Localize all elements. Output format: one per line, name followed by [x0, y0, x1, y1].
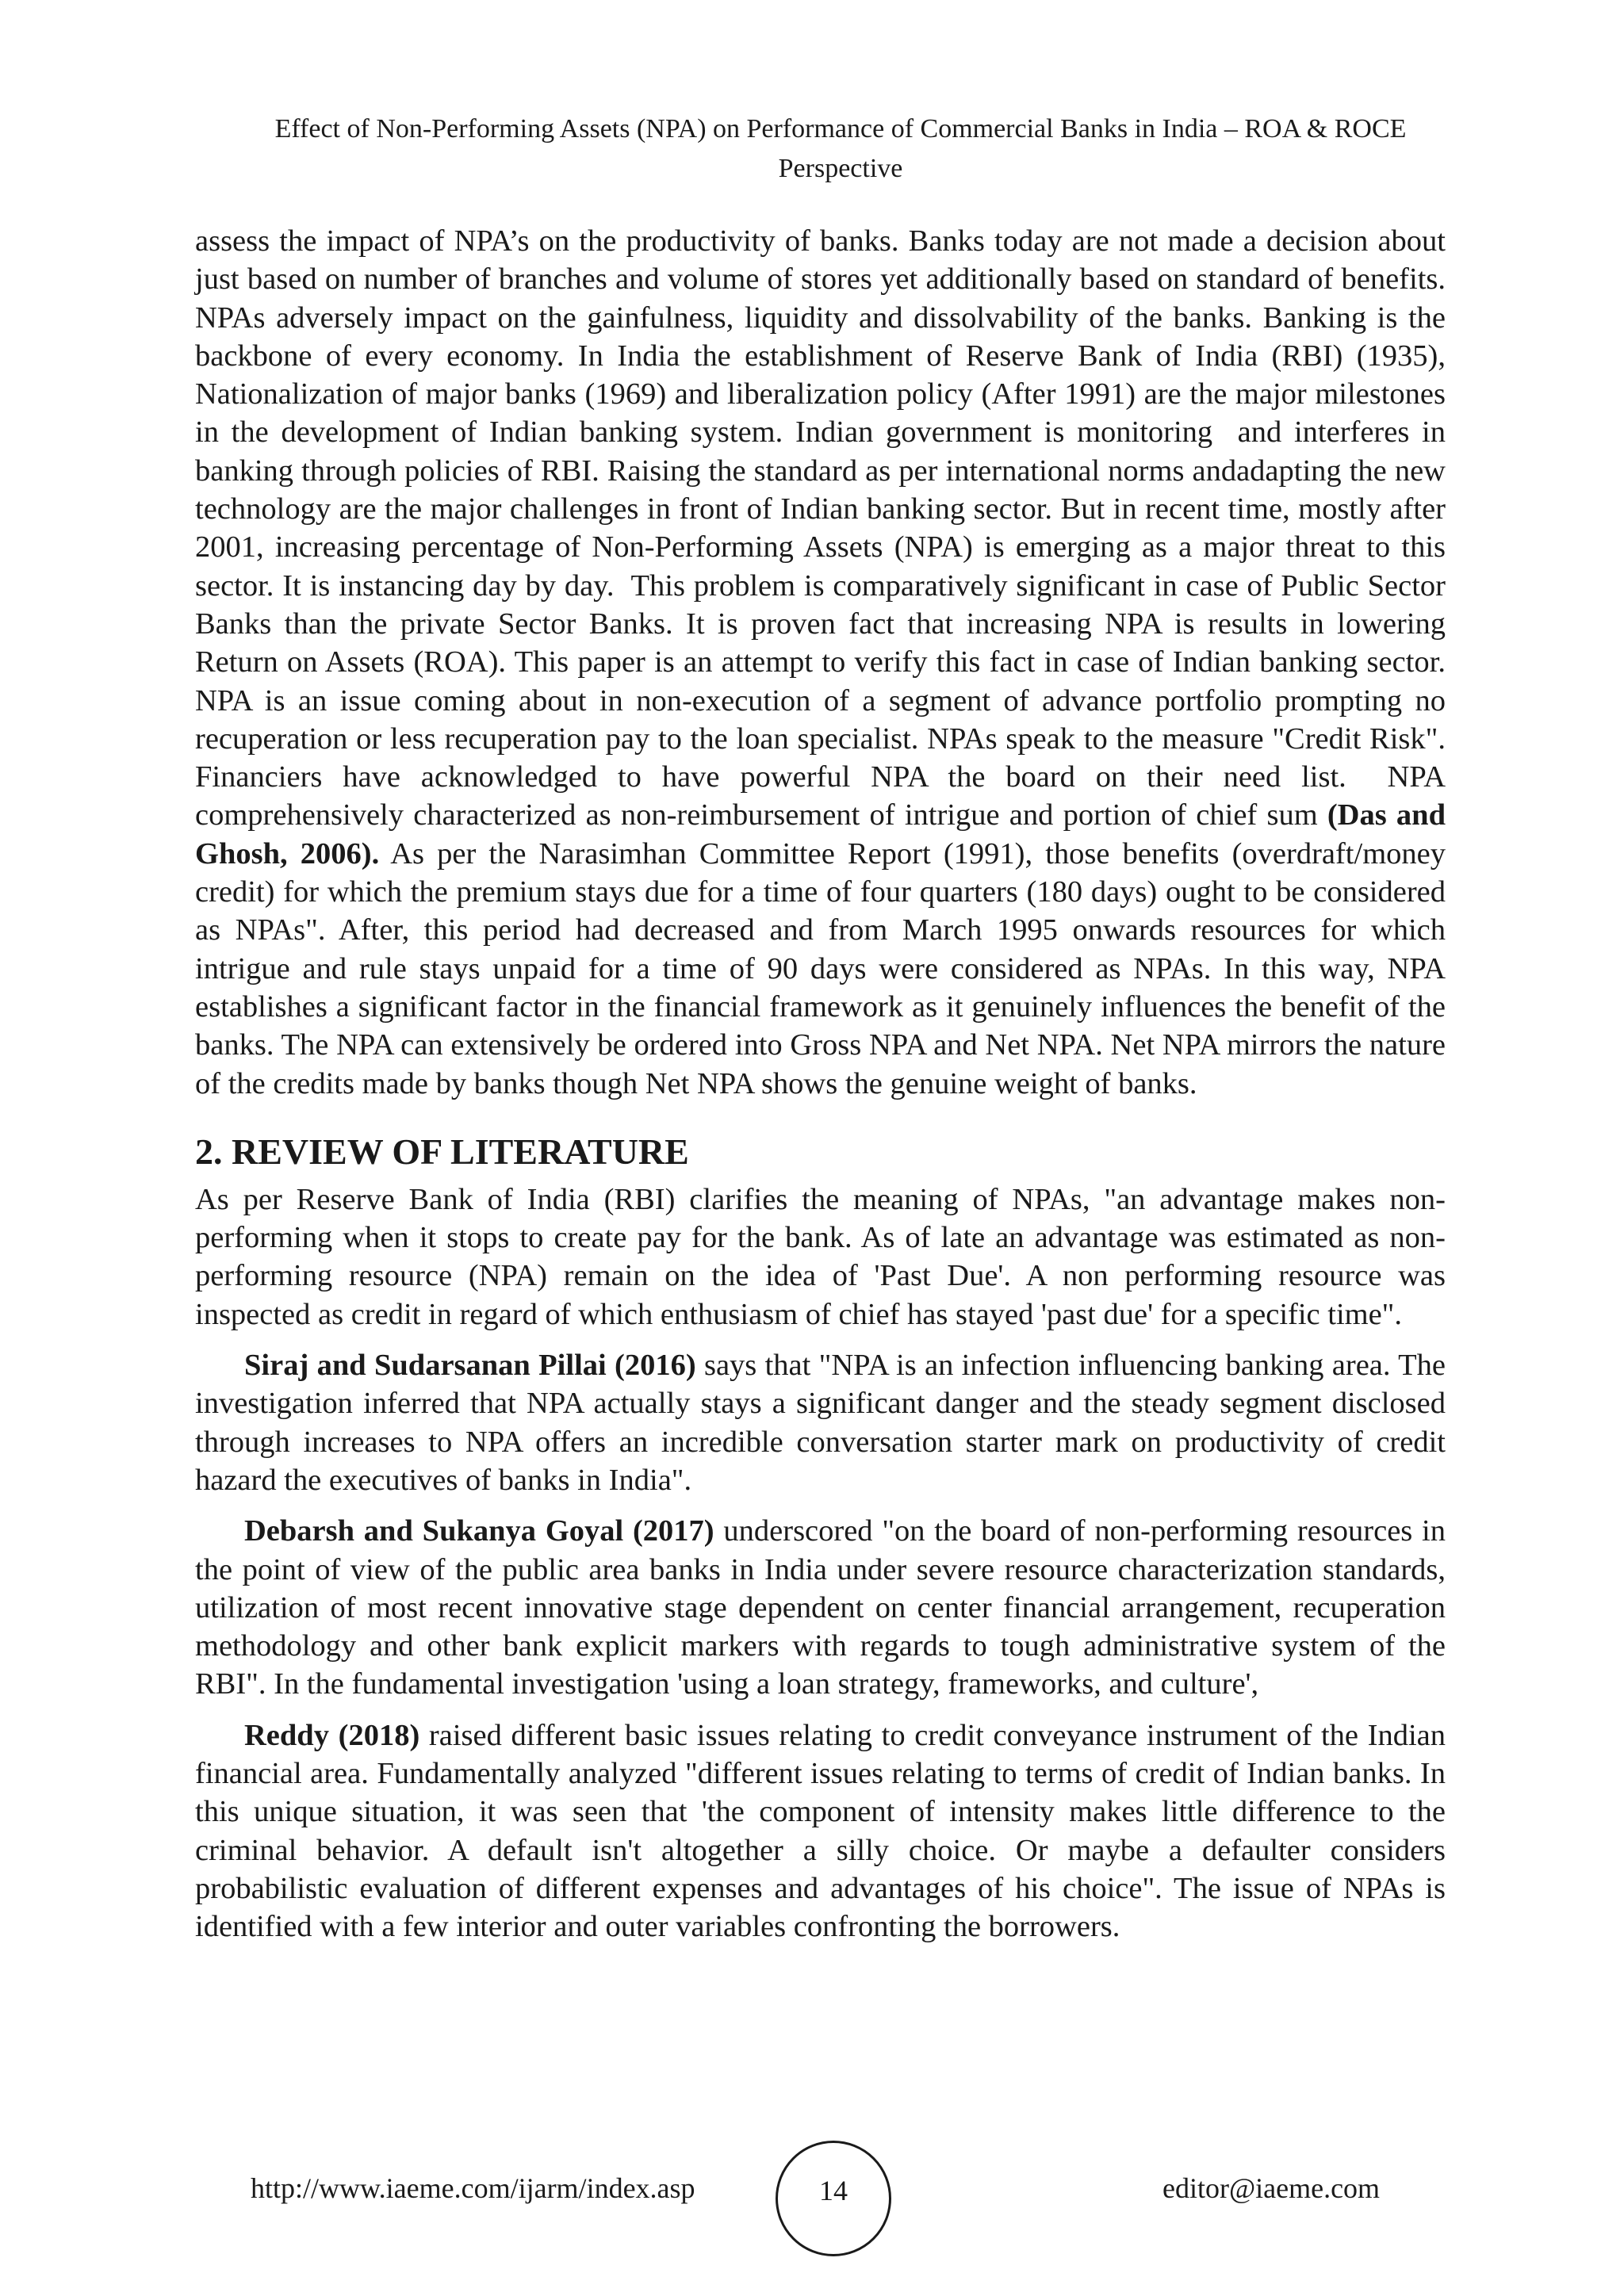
citation-das-ghosh: (Das and Ghosh, 2006). — [195, 798, 1454, 871]
section-heading-review-of-literature: 2. REVIEW OF LITERATURE — [195, 1131, 689, 1172]
review-paragraph-reddy — [195, 1716, 1454, 1946]
review-paragraph-siraj — [195, 1346, 1454, 1499]
intro-text-part-1: assess the impact of NPA’s on the productivity of banks. Banks today are not made a decision about just based on number of branches and volume of stores yet additionally based on standard of benefits. NPAs adversely impact on the gainfulness, liquidity and dissolvability of the banks. Banking is the backbone of every economy. In India the establishment of Reserve Bank of India (RBI) (1935), Nationalization of major banks (1969) and liberalization policy (After 1991) are the major milestones in the development of Indian banking system. Indian government is monitoring and interferes in banking through policies of RBI. Raising the standard as per international norms andadapting the new technology are the major challenges in front of Indian banking sector. But in recent time, mostly after 2001, increasing percentage of Non-Performing Assets (NPA) is emerging as a major threat to this sector. It is instancing day by day. This problem is comparatively significant in case of Public Sector Banks than the private Sector Banks. It is proven fact that increasing NPA is results in lowering Return on Assets (ROA). This paper is an attempt to verify this fact in case of Indian banking sector. NPA is an issue coming about in non-execution of a segment of advance portfolio prompting no recuperation or less recuperation pay to the loan specialist. NPAs speak to the measure "Credit Risk". Financiers have acknowledged to have powerful NPA the board on their need list. NPA comprehensively characterized as non-reimbursement of intrigue and portion of chief sum — [195, 224, 1454, 832]
review-text: raised different basic issues relating to credit conveyance instrument of the Indian financial area. Fundamentally analyzed "different issues relating to terms of credit of Indian banks. In this unique situation, it was seen that 'the component of intensity makes little difference to the criminal behavior. A default isn't altogether a silly choice. Or maybe a defaulter considers probabilistic evaluation of different expenses and advantages of his choice". The issue of NPAs is identified with a few interior and outer variables confronting the borrowers. — [195, 1718, 1454, 1944]
article-body — [195, 222, 1454, 1946]
running-title: Effect of Non-Performing Assets (NPA) on Performance of Commercial Banks in India – ROA & ROCE Perspective — [274, 114, 1407, 183]
review-authors: Siraj and Sudarsanan Pillai (2016) — [244, 1349, 696, 1383]
review-text: underscored "on the board of non-performing resources in the point of view of the public area banks in India under severe resource characterization standards, utilization of most recent innovative stage dependent on center financial arrangement, recuperation methodology and other bank explicit markers with regards to tough administrative system of the RBI". In the fundamental investigation 'using a loan strategy, frameworks, and culture', — [195, 1514, 1454, 1701]
review-paragraph-debarsh — [195, 1512, 1454, 1703]
intro-paragraph — [195, 222, 1454, 1103]
footer-editor-email[interactable]: editor@iaeme.com — [1162, 2172, 1381, 2204]
review-text: says that "NPA is an infection influencing banking area. The investigation inferred that NPA actually stays a significant danger and the steady segment disclosed through increases to NPA offers an incredible conversation starter mark on productivity of credit hazard the executives of banks in India". — [195, 1349, 1454, 1497]
intro-text-part-2: As per the Narasimhan Committee Report (1991), those benefits (overdraft/money credit) for which the premium stays due for a time of four quarters (180 days) ought to be considered as NPAs". After, this period had decreased and from March 1995 onwards resources for which intrigue and rule stays unpaid for a time of 90 days were considered as NPAs. In this way, NPA establishes a significant factor in the financial framework as it genuinely influences the benefit of the banks. The NPA can extensively be ordered into Gross NPA and Net NPA. Net NPA mirrors the nature of the credits made by banks though Net NPA shows the genuine weight of banks. — [195, 836, 1454, 1100]
review-authors: Debarsh and Sukanya Goyal (2017) — [244, 1514, 714, 1548]
running-header — [238, 109, 1443, 189]
page-number: 14 — [819, 2175, 848, 2206]
page-number-circle — [776, 2141, 891, 2256]
page-footer — [0, 2141, 1624, 2260]
footer-journal-url[interactable]: http://www.iaeme.com/ijarm/index.asp — [251, 2172, 695, 2204]
rbi-definition-paragraph: As per Reserve Bank of India (RBI) clarifies the meaning of NPAs, "an advantage makes non-performing when it stops to create pay for the bank. As of late an advantage was estimated as non-performing resource (NPA) remain on the idea of 'Past Due'. A non performing resource was inspected as credit in regard of which enthusiasm of chief has stayed 'past due' for a specific time". — [195, 1182, 1454, 1331]
review-authors: Reddy (2018) — [244, 1718, 420, 1752]
